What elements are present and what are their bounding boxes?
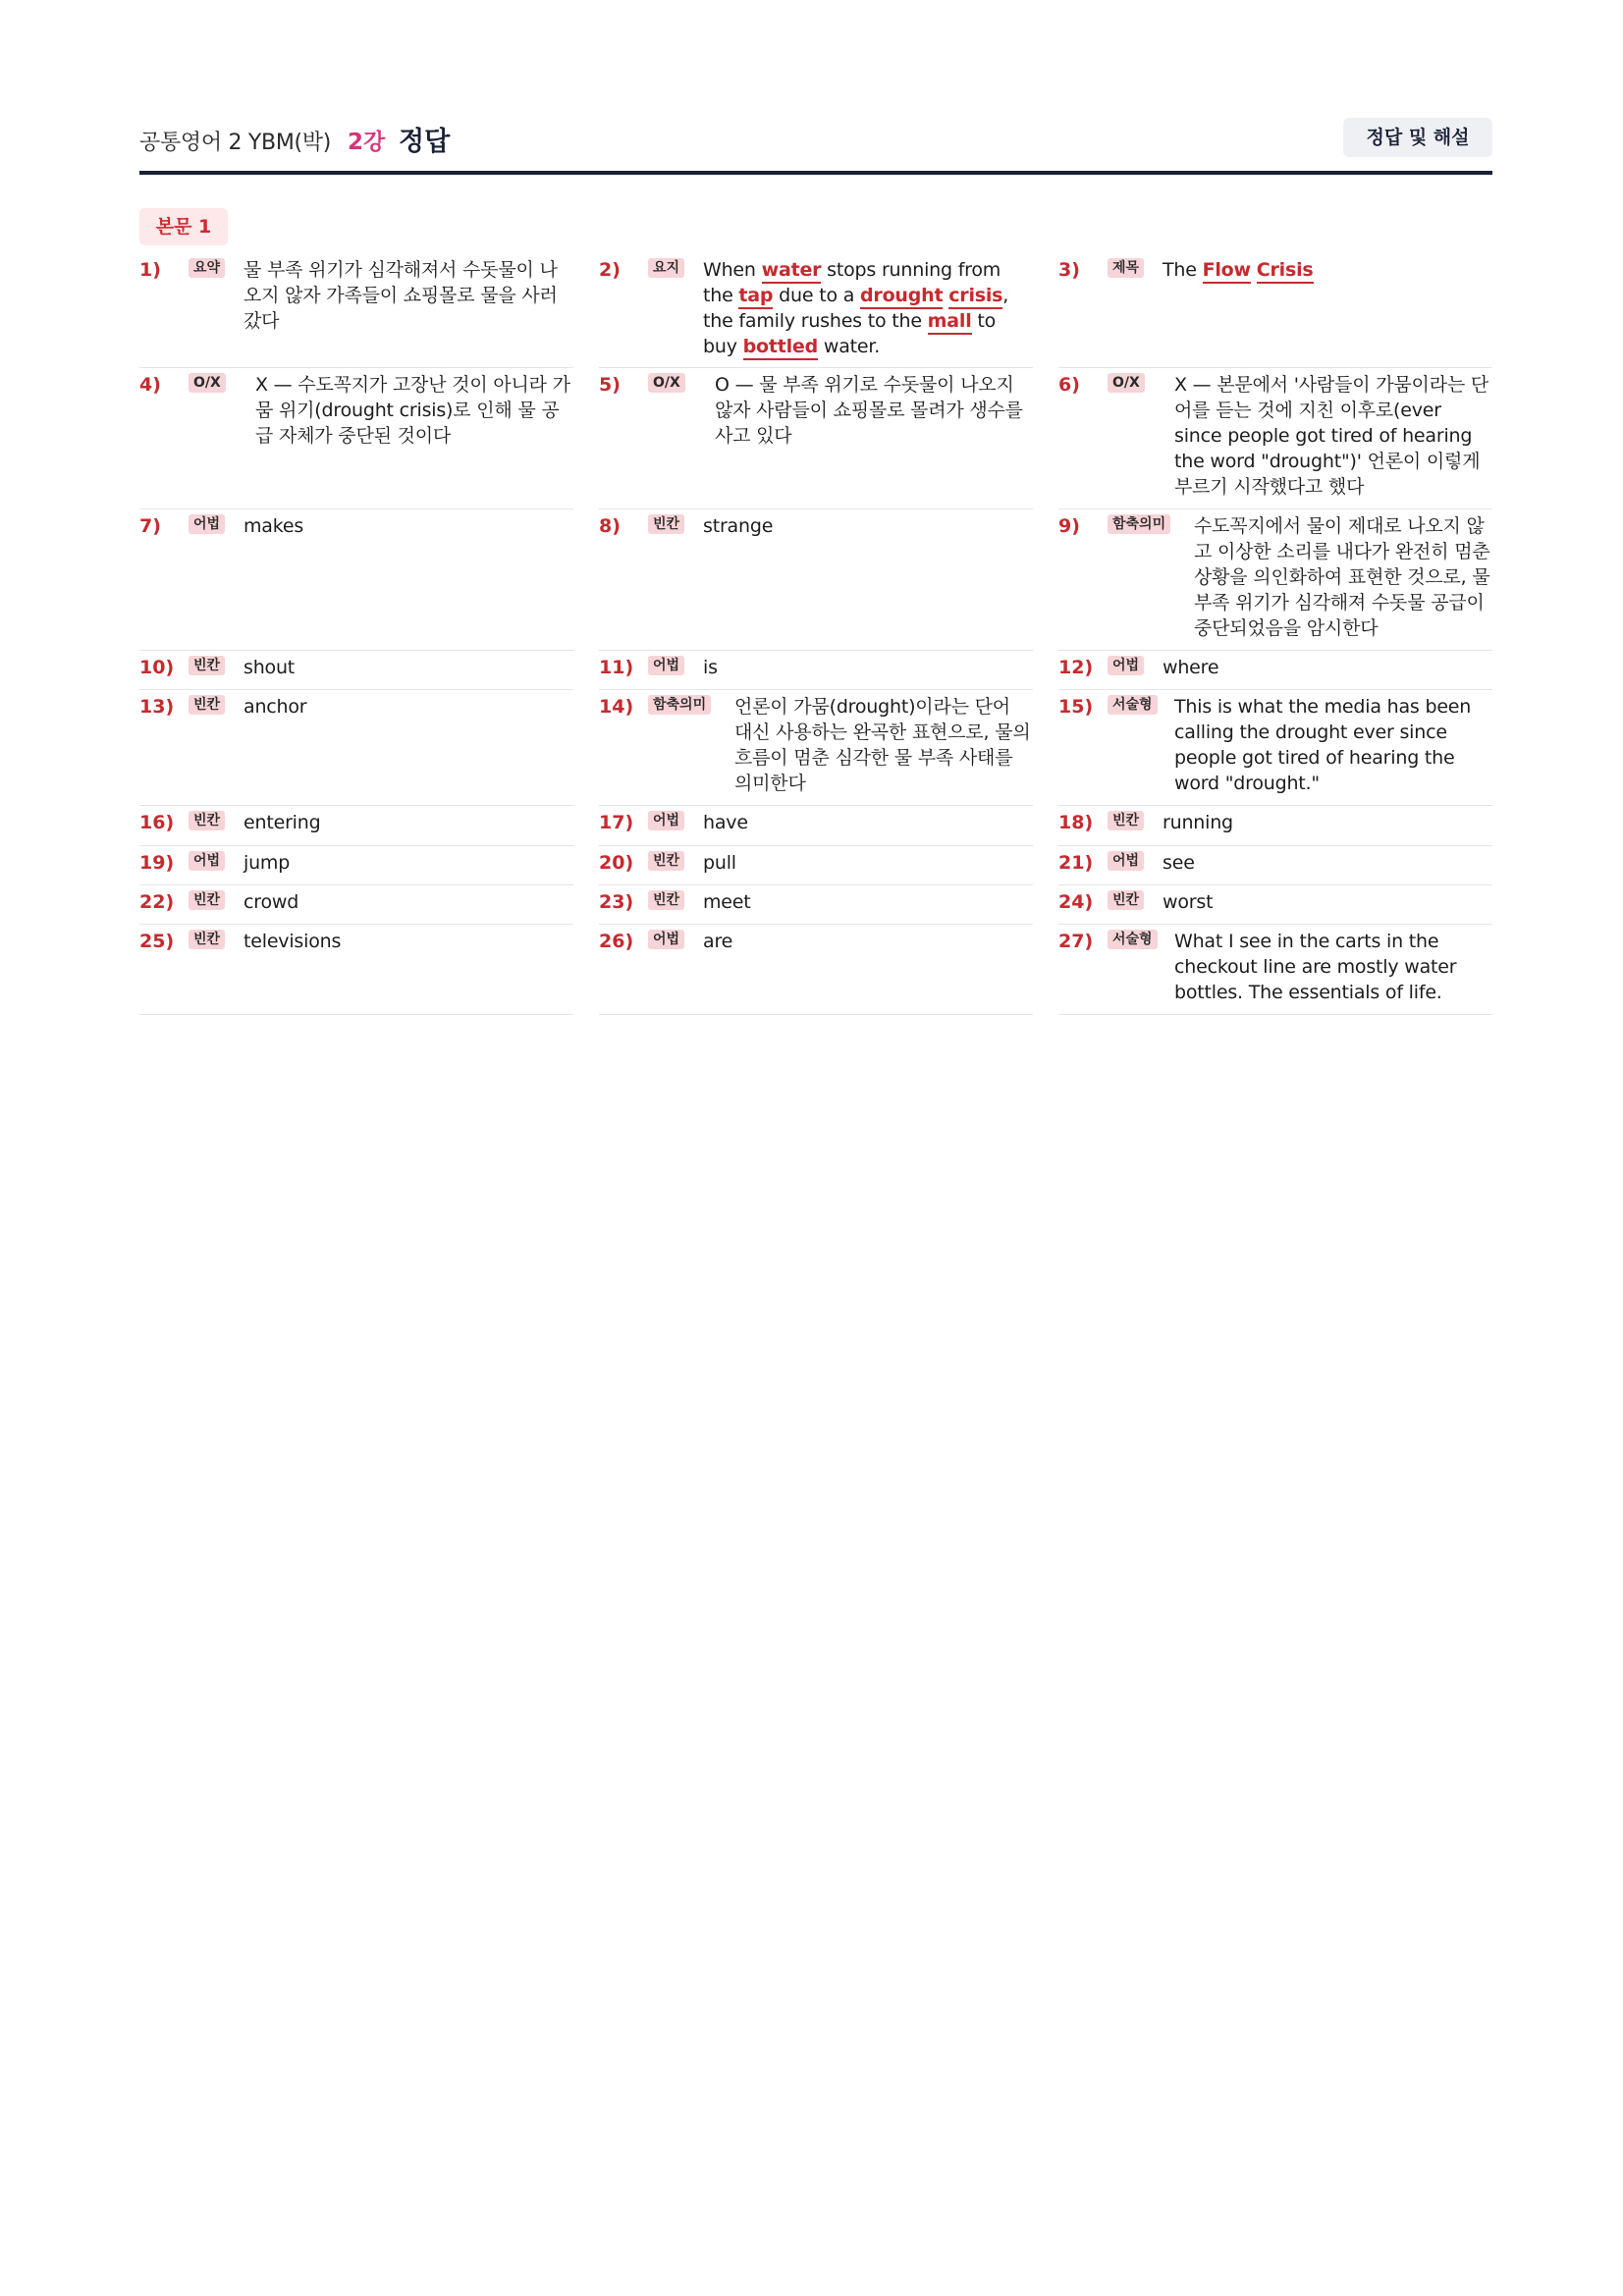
question-number: 2) (599, 259, 621, 281)
answer-item (139, 690, 573, 806)
answer-item (139, 651, 573, 690)
answer-text: where (1163, 657, 1219, 678)
question-number: 26) (599, 931, 634, 952)
answer-text: have (703, 812, 748, 833)
question-type-badge: O/X (648, 373, 685, 393)
answer-text-segment: water. (818, 336, 881, 357)
answer-text-segment: The (1163, 259, 1203, 281)
question-number: 7) (139, 515, 161, 537)
answer-text: entering (243, 812, 321, 833)
question-number: 4) (139, 374, 161, 396)
answer-text: 물 부족 위기가 심각해져서 수돗물이 나오지 않자 가족들이 쇼핑몰로 물을 사러 갔다 (243, 259, 558, 332)
lesson-number: 2강 (348, 130, 386, 155)
question-type-badge: 서술형 (1108, 930, 1158, 949)
question-number: 1) (139, 259, 161, 281)
answer-item (599, 253, 1033, 368)
question-number: 21) (1058, 852, 1094, 874)
answer-item (1058, 368, 1492, 509)
header-divider (139, 171, 1492, 175)
answer-item (599, 651, 1033, 690)
answer-item (599, 846, 1033, 885)
course-name: 공통영어 2 YBM(박) (139, 131, 332, 155)
answer-text: jump (243, 852, 291, 874)
answer-item (1058, 846, 1492, 885)
answer-item (139, 846, 573, 885)
answer-text: 언론이 가뭄(drought)이라는 단어 대신 사용하는 완곡한 표현으로, 물의 흐름이 멈춘 심각한 물 부족 사태를 의미한다 (734, 696, 1031, 794)
question-type-badge: 빈칸 (1108, 811, 1144, 830)
question-number: 14) (599, 696, 634, 718)
answer-row (139, 253, 1492, 368)
question-type-badge: 함축의미 (1108, 514, 1170, 534)
answer-item (1058, 509, 1492, 651)
answer-text: televisions (243, 931, 342, 952)
answer-item (1058, 253, 1492, 368)
answers-explanations-button[interactable]: 정답 및 해설 (1343, 118, 1492, 157)
question-number: 22) (139, 891, 175, 913)
answer-item (599, 368, 1033, 509)
answer-text: worst (1163, 891, 1214, 913)
highlighted-keyword: Flow (1203, 259, 1251, 284)
answer-item (139, 509, 573, 651)
page-header (139, 116, 1492, 173)
answer-item (1058, 806, 1492, 846)
question-number: 25) (139, 931, 175, 952)
question-number: 19) (139, 852, 175, 874)
question-type-badge: 제목 (1108, 258, 1144, 278)
answer-text: This is what the media has been calling the drought ever since people got tired of hearing the word "drought." (1174, 696, 1472, 794)
question-type-badge: 빈칸 (648, 890, 684, 910)
answer-item (1058, 885, 1492, 925)
question-number: 13) (139, 696, 175, 718)
answer-row (139, 368, 1492, 509)
answer-text: are (703, 931, 733, 952)
question-type-badge: 어법 (1108, 851, 1144, 871)
answer-item (139, 806, 573, 846)
question-type-badge: 빈칸 (189, 930, 225, 949)
answer-row (139, 846, 1492, 885)
answer-text (1163, 257, 1492, 283)
answer-item (599, 690, 1033, 806)
answer-item (139, 885, 573, 925)
answer-text: 수도꼭지에서 물이 제대로 나오지 않고 이상한 소리를 내다가 완전히 멈춘 상황을 의인화하여 표현한 것으로, 물 부족 위기가 심각해져 수돗물 공급이 중단되었음을 암시한다 (1194, 515, 1490, 639)
answer-row (139, 651, 1492, 690)
answer-text: is (703, 657, 718, 678)
question-type-badge: 빈칸 (189, 656, 225, 675)
answer-text (703, 257, 1033, 359)
question-type-badge: 요지 (648, 258, 684, 278)
answer-item (139, 253, 573, 368)
answer-text: shout (243, 657, 296, 678)
answer-text: What I see in the carts in the checkout line are mostly water bottles. The essentials of life. (1174, 931, 1457, 1003)
question-number: 20) (599, 852, 634, 874)
answer-text: makes (243, 515, 304, 537)
highlighted-keyword: tap (738, 285, 773, 309)
answer-text-segment: stops running from the (703, 259, 1001, 306)
answer-text-segment: , the family rushes to the (703, 285, 1009, 332)
highlighted-keyword: mall (928, 310, 972, 335)
question-type-badge: 서술형 (1108, 695, 1158, 715)
answer-text-segment: to buy (703, 310, 997, 357)
answer-item (599, 885, 1033, 925)
question-type-badge: 빈칸 (189, 695, 225, 715)
answer-text: meet (703, 891, 751, 913)
answer-grid (139, 253, 1492, 1015)
question-number: 6) (1058, 374, 1080, 396)
answer-item (1058, 690, 1492, 806)
answer-row (139, 925, 1492, 1015)
highlighted-keyword: drought (860, 285, 943, 309)
question-type-badge: O/X (189, 373, 226, 393)
question-type-badge: 함축의미 (648, 695, 711, 715)
answer-text: O — 물 부족 위기로 수돗물이 나오지 않자 사람들이 쇼핑몰로 몰려가 생수를 사고 있다 (715, 374, 1023, 447)
answer-item (599, 806, 1033, 846)
question-number: 16) (139, 812, 175, 833)
answer-item (599, 925, 1033, 1015)
question-number: 9) (1058, 515, 1080, 537)
highlighted-keyword: bottled (743, 336, 818, 360)
question-type-badge: 어법 (648, 811, 684, 830)
section-label: 본문 1 (139, 208, 228, 245)
question-number: 3) (1058, 259, 1080, 281)
answer-item (1058, 925, 1492, 1015)
answer-text: strange (703, 515, 774, 537)
question-type-badge: O/X (1108, 373, 1145, 393)
answer-row (139, 509, 1492, 651)
question-type-badge: 요약 (189, 258, 225, 278)
question-type-badge: 어법 (189, 851, 225, 871)
question-type-badge: 어법 (189, 514, 225, 534)
answer-row (139, 690, 1492, 806)
answer-text: see (1163, 852, 1195, 874)
question-number: 23) (599, 891, 634, 913)
question-type-badge: 어법 (648, 930, 684, 949)
question-type-badge: 빈칸 (1108, 890, 1144, 910)
question-type-badge: 빈칸 (189, 890, 225, 910)
question-type-badge: 어법 (648, 656, 684, 675)
answer-item (139, 368, 573, 509)
answer-text: anchor (243, 696, 307, 718)
answer-text: running (1163, 812, 1233, 833)
answer-text-segment (1251, 259, 1257, 281)
question-number: 24) (1058, 891, 1094, 913)
question-number: 11) (599, 657, 634, 678)
answer-text: crowd (243, 891, 299, 913)
answer-sheet-page (139, 116, 1492, 1003)
question-number: 12) (1058, 657, 1094, 678)
question-number: 18) (1058, 812, 1094, 833)
highlighted-keyword: Crisis (1257, 259, 1314, 284)
highlighted-keyword: crisis (948, 285, 1002, 309)
answer-text-segment: due to a (773, 285, 860, 306)
question-type-badge: 빈칸 (189, 811, 225, 830)
question-type-badge: 어법 (1108, 656, 1144, 675)
answer-row (139, 806, 1492, 846)
question-type-badge: 빈칸 (648, 851, 684, 871)
page-title: 정답 (399, 127, 451, 157)
answer-text-segment: When (703, 259, 762, 281)
answer-text: pull (703, 852, 736, 874)
answer-row (139, 885, 1492, 925)
answer-item (599, 509, 1033, 651)
answer-item (1058, 651, 1492, 690)
answer-text: X — 수도꼭지가 고장난 것이 아니라 가뭄 위기(drought crisis)로 인해 물 공급 자체가 중단된 것이다 (255, 374, 570, 447)
question-number: 5) (599, 374, 621, 396)
answer-text: X — 본문에서 '사람들이 가뭄이라는 단어를 듣는 것에 지친 이후로(ever since people got tired of hearing the word "drought")' 언론이 이렇게 부르기 시작했다고 했다 (1174, 374, 1488, 498)
question-number: 10) (139, 657, 175, 678)
question-number: 8) (599, 515, 621, 537)
question-number: 17) (599, 812, 634, 833)
question-type-badge: 빈칸 (648, 514, 684, 534)
answer-item (139, 925, 573, 1015)
highlighted-keyword: water (762, 259, 822, 284)
question-number: 27) (1058, 931, 1094, 952)
question-number: 15) (1058, 696, 1094, 718)
